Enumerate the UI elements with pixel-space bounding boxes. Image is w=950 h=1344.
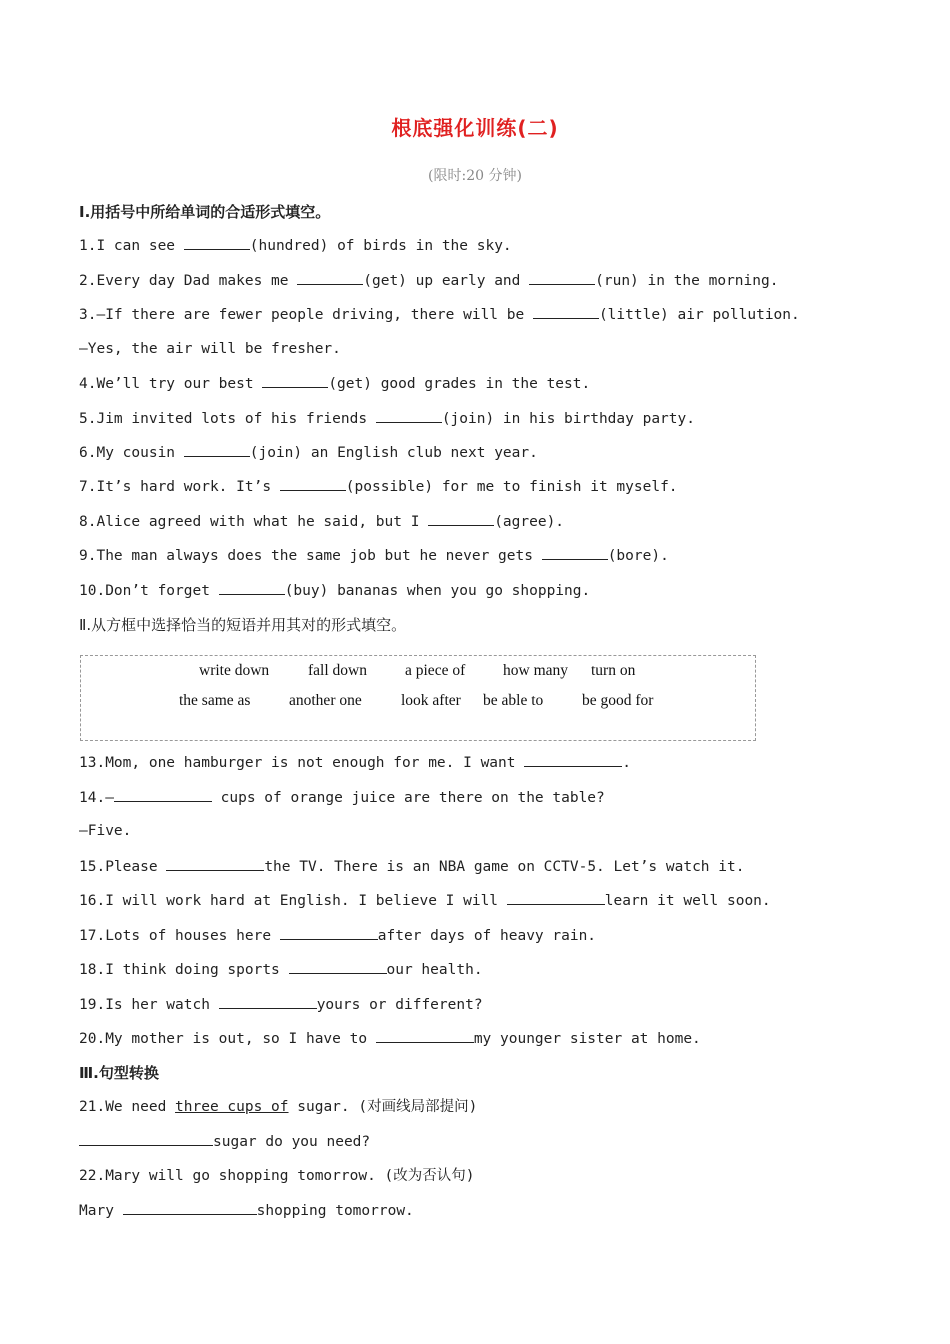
answer-blank[interactable] bbox=[219, 994, 317, 1009]
phrase-item: fall down bbox=[308, 662, 367, 679]
question-21-answer: sugar do you need? bbox=[79, 1131, 370, 1152]
question-8: 8.Alice agreed with what he said, but I (agree). bbox=[79, 511, 564, 532]
question-3-reply: —Yes, the air will be fresher. bbox=[79, 341, 341, 357]
phrase-item: be able to bbox=[483, 692, 544, 709]
question-14-reply: —Five. bbox=[79, 823, 132, 839]
question-21: 21.We need three cups of sugar. (对画线局部提问) bbox=[79, 1099, 478, 1115]
question-18: 18.I think doing sports our health. bbox=[79, 959, 483, 980]
answer-blank[interactable] bbox=[507, 890, 605, 905]
phrase-item: how many bbox=[503, 662, 569, 679]
phrase-item: another one bbox=[289, 692, 362, 709]
answer-blank[interactable] bbox=[280, 476, 346, 491]
answer-blank[interactable] bbox=[297, 270, 363, 285]
question-20: 20.My mother is out, so I have to my younger sister at home. bbox=[79, 1028, 701, 1049]
answer-blank[interactable] bbox=[428, 511, 494, 526]
question-22: 22.Mary will go shopping tomorrow. (改为否认句) bbox=[79, 1168, 475, 1184]
page-title: 根底强化训练(二) bbox=[391, 116, 559, 140]
time-limit: (限时:20 分钟) bbox=[428, 168, 522, 184]
answer-blank[interactable] bbox=[542, 545, 608, 560]
question-14: 14.— cups of orange juice are there on the table? bbox=[79, 787, 605, 808]
answer-blank[interactable] bbox=[262, 373, 328, 388]
answer-blank[interactable] bbox=[533, 304, 599, 319]
question-4: 4.We’ll try our best (get) good grades in the test. bbox=[79, 373, 590, 394]
question-13: 13.Mom, one hamburger is not enough for me. I want . bbox=[79, 752, 631, 773]
answer-blank[interactable] bbox=[219, 580, 285, 595]
question-5: 5.Jim invited lots of his friends (join) in his birthday party. bbox=[79, 408, 695, 429]
answer-blank[interactable] bbox=[123, 1200, 257, 1215]
question-17: 17.Lots of houses here after days of heavy rain. bbox=[79, 925, 596, 946]
phrase-item: a piece of bbox=[405, 662, 466, 679]
question-15: 15.Please the TV. There is an NBA game on CCTV-5. Let’s watch it. bbox=[79, 856, 744, 877]
underlined-part: three cups of bbox=[175, 1099, 289, 1115]
answer-blank[interactable] bbox=[79, 1131, 213, 1146]
question-9: 9.The man always does the same job but he never gets (bore). bbox=[79, 545, 669, 566]
answer-blank[interactable] bbox=[184, 235, 250, 250]
answer-blank[interactable] bbox=[524, 752, 622, 767]
answer-blank[interactable] bbox=[166, 856, 264, 871]
answer-blank[interactable] bbox=[376, 408, 442, 423]
question-22-answer: Mary shopping tomorrow. bbox=[79, 1200, 414, 1221]
question-10: 10.Don’t forget (buy) bananas when you go shopping. bbox=[79, 580, 590, 601]
question-16: 16.I will work hard at English. I believe I will learn it well soon. bbox=[79, 890, 771, 911]
phrase-item: be good for bbox=[582, 692, 654, 709]
question-19: 19.Is her watch yours or different? bbox=[79, 994, 483, 1015]
answer-blank[interactable] bbox=[529, 270, 595, 285]
question-1: 1.I can see (hundred) of birds in the sky. bbox=[79, 235, 512, 256]
section-3-heading: Ⅲ.句型转换 bbox=[79, 1064, 159, 1082]
phrase-item: turn on bbox=[591, 662, 636, 679]
section-2-heading: Ⅱ.从方框中选择恰当的短语并用其对的形式填空。 bbox=[79, 616, 407, 634]
answer-blank[interactable] bbox=[184, 442, 250, 457]
section-1-heading: Ⅰ.用括号中所给单词的合适形式填空。 bbox=[79, 203, 331, 221]
question-6: 6.My cousin (join) an English club next year. bbox=[79, 442, 538, 463]
answer-blank[interactable] bbox=[376, 1028, 474, 1043]
question-3: 3.—If there are fewer people driving, there will be (little) air pollution. bbox=[79, 304, 800, 325]
answer-blank[interactable] bbox=[114, 787, 212, 802]
answer-blank[interactable] bbox=[289, 959, 387, 974]
phrase-item: look after bbox=[401, 692, 461, 709]
phrase-item: write down bbox=[199, 662, 270, 679]
question-2: 2.Every day Dad makes me (get) up early and (run) in the morning. bbox=[79, 270, 778, 291]
phrase-item: the same as bbox=[179, 692, 251, 709]
answer-blank[interactable] bbox=[280, 925, 378, 940]
question-7: 7.It’s hard work. It’s (possible) for me to finish it myself. bbox=[79, 476, 678, 497]
